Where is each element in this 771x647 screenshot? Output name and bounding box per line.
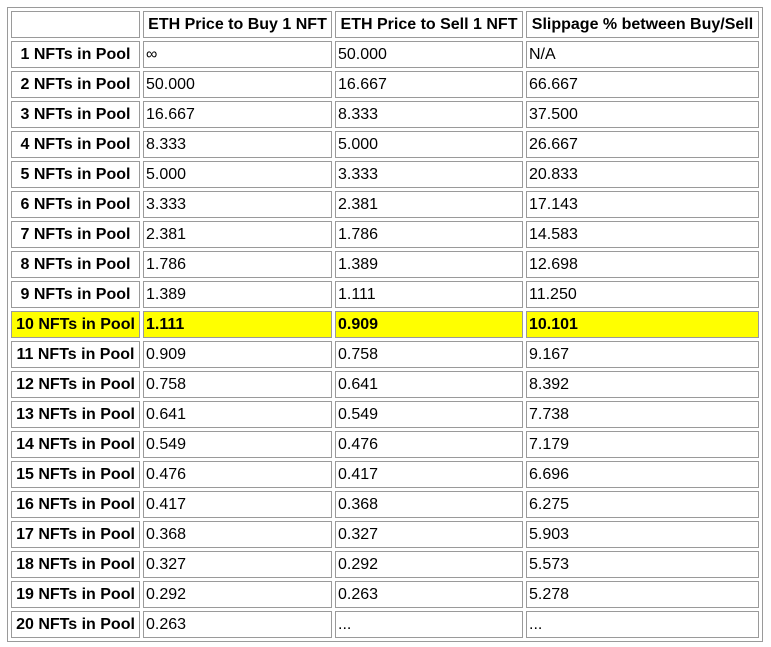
row-label: 15 NFTs in Pool <box>11 461 140 488</box>
table-row <box>11 401 759 428</box>
sell-price-cell: 0.476 <box>335 431 523 458</box>
buy-price-cell: 0.909 <box>143 341 332 368</box>
slippage-cell: 6.696 <box>526 461 759 488</box>
table-row <box>11 341 759 368</box>
buy-price-cell: 5.000 <box>143 161 332 188</box>
row-label: 11 NFTs in Pool <box>11 341 140 368</box>
buy-price-cell: 1.786 <box>143 251 332 278</box>
row-label: 3 NFTs in Pool <box>11 101 140 128</box>
buy-price-cell: 1.389 <box>143 281 332 308</box>
sell-price-cell: 0.417 <box>335 461 523 488</box>
sell-price-cell: 2.381 <box>335 191 523 218</box>
sell-price-cell: 1.389 <box>335 251 523 278</box>
header-empty-cell <box>11 11 140 38</box>
table-row <box>11 611 759 638</box>
slippage-cell: 37.500 <box>526 101 759 128</box>
slippage-cell: 20.833 <box>526 161 759 188</box>
table-row <box>11 281 759 308</box>
buy-price-cell: 0.292 <box>143 581 332 608</box>
table-row <box>11 101 759 128</box>
sell-price-cell: 8.333 <box>335 101 523 128</box>
table-header-row <box>11 11 759 38</box>
row-label: 7 NFTs in Pool <box>11 221 140 248</box>
sell-price-cell: 1.786 <box>335 221 523 248</box>
sell-price-cell: 0.263 <box>335 581 523 608</box>
table-row <box>11 161 759 188</box>
row-label: 19 NFTs in Pool <box>11 581 140 608</box>
buy-price-cell: 50.000 <box>143 71 332 98</box>
table-row <box>11 461 759 488</box>
slippage-cell: 5.903 <box>526 521 759 548</box>
slippage-cell: 11.250 <box>526 281 759 308</box>
sell-price-cell: 16.667 <box>335 71 523 98</box>
slippage-cell: ... <box>526 611 759 638</box>
sell-price-cell: 0.549 <box>335 401 523 428</box>
row-label: 6 NFTs in Pool <box>11 191 140 218</box>
buy-price-cell: 0.641 <box>143 401 332 428</box>
buy-price-cell: 0.549 <box>143 431 332 458</box>
sell-price-cell: 0.327 <box>335 521 523 548</box>
table-row <box>11 491 759 518</box>
row-label: 5 NFTs in Pool <box>11 161 140 188</box>
table-row <box>11 191 759 218</box>
buy-price-cell: 0.263 <box>143 611 332 638</box>
table-row <box>11 311 759 338</box>
table-row <box>11 221 759 248</box>
buy-price-cell: 16.667 <box>143 101 332 128</box>
slippage-cell: 8.392 <box>526 371 759 398</box>
sell-price-cell: 0.641 <box>335 371 523 398</box>
slippage-cell: 5.278 <box>526 581 759 608</box>
buy-price-cell: 1.111 <box>143 311 332 338</box>
sell-price-cell: 0.758 <box>335 341 523 368</box>
row-label: 14 NFTs in Pool <box>11 431 140 458</box>
buy-price-cell: 0.368 <box>143 521 332 548</box>
table-container <box>7 7 763 642</box>
row-label: 18 NFTs in Pool <box>11 551 140 578</box>
row-label: 13 NFTs in Pool <box>11 401 140 428</box>
row-label: 20 NFTs in Pool <box>11 611 140 638</box>
slippage-cell: 14.583 <box>526 221 759 248</box>
row-label: 4 NFTs in Pool <box>11 131 140 158</box>
row-label: 10 NFTs in Pool <box>11 311 140 338</box>
table-row <box>11 521 759 548</box>
slippage-cell: 12.698 <box>526 251 759 278</box>
table-row <box>11 251 759 278</box>
sell-price-cell: 5.000 <box>335 131 523 158</box>
slippage-cell: 66.667 <box>526 71 759 98</box>
buy-price-cell: 8.333 <box>143 131 332 158</box>
table-row <box>11 581 759 608</box>
sell-price-cell: 50.000 <box>335 41 523 68</box>
slippage-cell: N/A <box>526 41 759 68</box>
row-label: 9 NFTs in Pool <box>11 281 140 308</box>
buy-price-cell: 2.381 <box>143 221 332 248</box>
slippage-cell: 7.738 <box>526 401 759 428</box>
sell-price-cell: 3.333 <box>335 161 523 188</box>
slippage-cell: 10.101 <box>526 311 759 338</box>
nft-pool-price-table <box>7 7 763 642</box>
slippage-cell: 26.667 <box>526 131 759 158</box>
slippage-cell: 7.179 <box>526 431 759 458</box>
table-row <box>11 431 759 458</box>
slippage-cell: 6.275 <box>526 491 759 518</box>
slippage-cell: 9.167 <box>526 341 759 368</box>
table-row <box>11 371 759 398</box>
table-row <box>11 131 759 158</box>
table-row <box>11 551 759 578</box>
sell-price-cell: 0.368 <box>335 491 523 518</box>
buy-price-cell: ∞ <box>143 41 332 68</box>
slippage-cell: 17.143 <box>526 191 759 218</box>
row-label: 2 NFTs in Pool <box>11 71 140 98</box>
row-label: 8 NFTs in Pool <box>11 251 140 278</box>
buy-price-cell: 0.758 <box>143 371 332 398</box>
header-buy-price: ETH Price to Buy 1 NFT <box>143 11 332 38</box>
slippage-cell: 5.573 <box>526 551 759 578</box>
header-slippage: Slippage % between Buy/Sell <box>526 11 759 38</box>
sell-price-cell: 1.111 <box>335 281 523 308</box>
sell-price-cell: ... <box>335 611 523 638</box>
table-row <box>11 41 759 68</box>
buy-price-cell: 3.333 <box>143 191 332 218</box>
buy-price-cell: 0.417 <box>143 491 332 518</box>
buy-price-cell: 0.476 <box>143 461 332 488</box>
row-label: 16 NFTs in Pool <box>11 491 140 518</box>
header-sell-price: ETH Price to Sell 1 NFT <box>335 11 523 38</box>
sell-price-cell: 0.292 <box>335 551 523 578</box>
table-row <box>11 71 759 98</box>
row-label: 1 NFTs in Pool <box>11 41 140 68</box>
row-label: 12 NFTs in Pool <box>11 371 140 398</box>
buy-price-cell: 0.327 <box>143 551 332 578</box>
sell-price-cell: 0.909 <box>335 311 523 338</box>
row-label: 17 NFTs in Pool <box>11 521 140 548</box>
